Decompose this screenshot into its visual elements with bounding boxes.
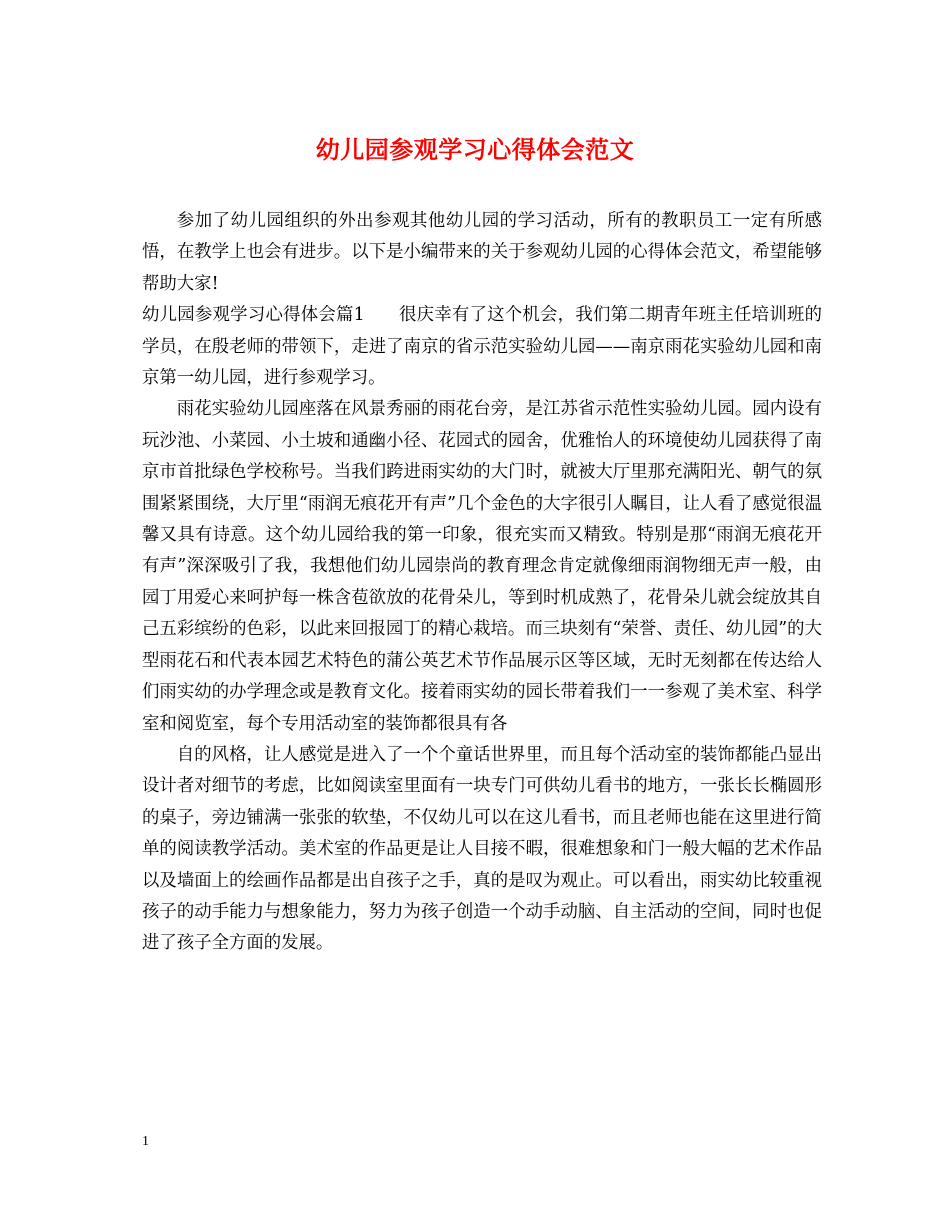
section-first-text: 很庆幸有了这个机会，我们第二期青年班主任培训班的学员，在殷老师的带领下，走进了南京的省示范实验幼儿园——南京雨花实验幼儿园和南京第一幼儿园，进行参观学习。 <box>142 305 822 389</box>
section-heading: 幼儿园参观学习心得体会篇1 <box>142 305 365 326</box>
page-number: 1 <box>142 1134 149 1149</box>
page-title: 幼儿园参观学习心得体会范文 <box>315 135 635 164</box>
intro-paragraph: 参加了幼儿园组织的外出参观其他幼儿园的学习活动，所有的教职员工一定有所感悟，在教学上也会有进步。以下是小编带来的关于参观幼儿园的心得体会范文，希望能够帮助大家! <box>142 211 822 294</box>
body-paragraph-3: 自的风格，让人感觉是进入了一个个童话世界里，而且每个活动室的装饰都能凸显出设计者对细节的考虑，比如阅读室里面有一块专门可供幼儿看书的地方，一张长长椭圆形的桌子，旁边铺满一张张的软垫，不仅幼儿可以在这儿看书，而且老师也能在这里进行简单的阅读教学活动。美术室的作品更是让人目接不暇，很难想象和门一般大幅的艺术作品以及墙面上的绘画作品都是出自孩子之手，真的是叹为观止。可以看出，雨实幼比较重视孩子的动手能力与想象能力，努力为孩子创造一个动手动脑、自主活动的空间，同时也促进了孩子全方面的发展。 <box>142 744 822 954</box>
body-paragraph-2: 雨花实验幼儿园座落在风景秀丽的雨花台旁，是江苏省示范性实验幼儿园。园内设有玩沙池、小菜园、小土坡和通幽小径、花园式的园舍，优雅怡人的环境使幼儿园获得了南京市首批绿色学校称号。当我们跨进雨实幼的大门时，就被大厅里那充满阳光、朝气的氛围紧紧围绕，大厅里“雨润无痕花开有声”几个金色的大字很引人瞩目，让人看了感觉很温馨又具有诗意。这个幼儿园给我的第一印象，很充实而又精致。特别是那“雨润无痕花开有声”深深吸引了我，我想他们幼儿园崇尚的教育理念肯定就像细雨润物细无声一般，由园丁用爱心来呵护每一株含苞欲放的花骨朵儿，等到时机成熟了，花骨朵儿就会绽放其自己五彩缤纷的色彩，以此来回报园丁的精心栽培。而三块刻有“荣誉、责任、幼儿园”的大型雨花石和代表本园艺术特色的蒲公英艺术节作品展示区等区域，无时无刻都在传达给人们雨实幼的办学理念或是教育文化。接着雨实幼的园长带着我们一一参观了美术室、科学室和阅览室，每个专用活动室的装饰都很具有各 <box>142 399 822 734</box>
document-body <box>142 206 822 960</box>
section-paragraph-1 <box>142 300 822 394</box>
